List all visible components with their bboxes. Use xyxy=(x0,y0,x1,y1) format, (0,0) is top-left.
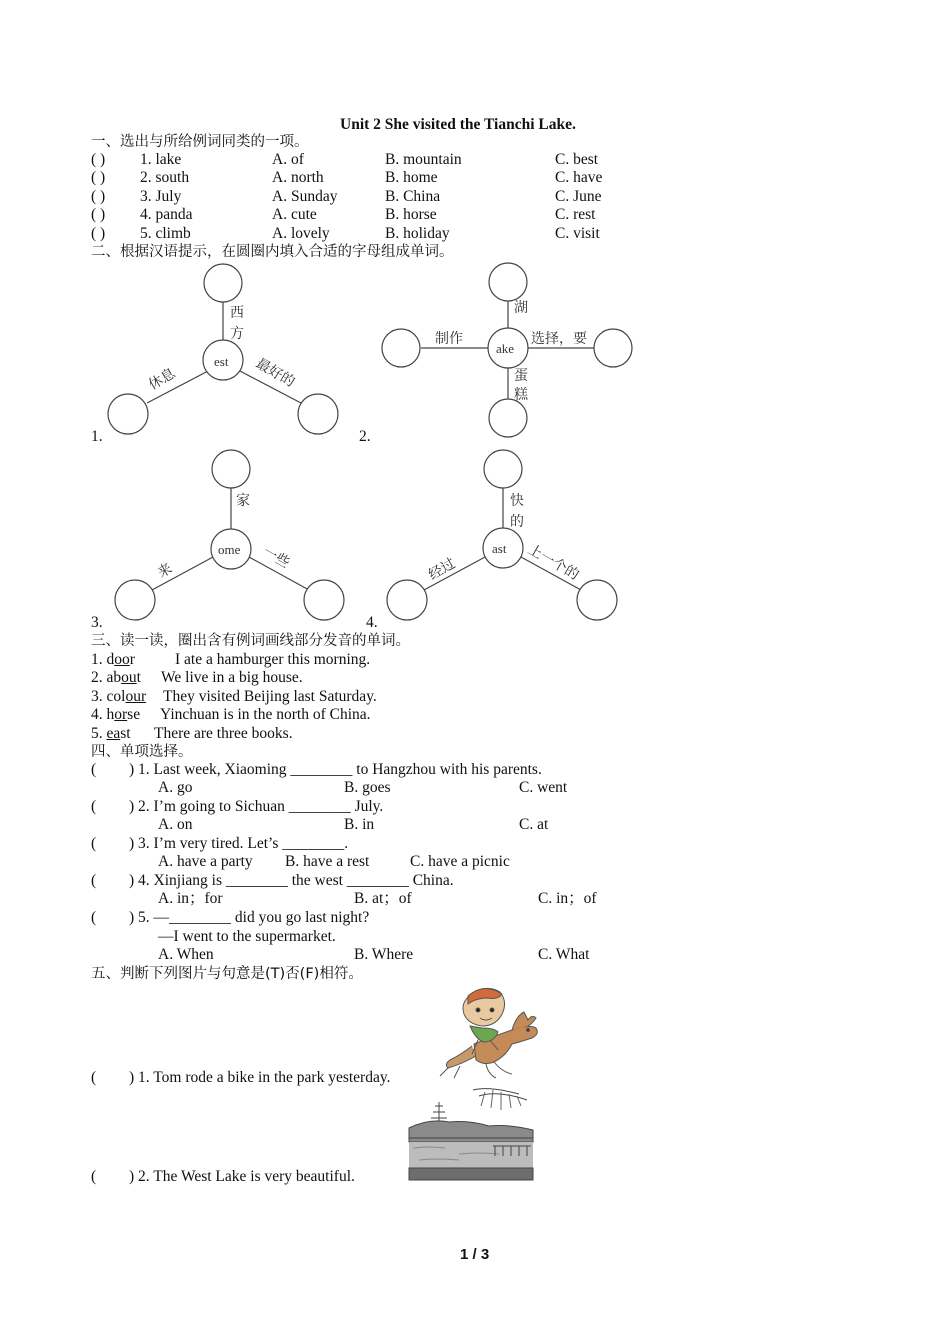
sentence: There are three books. xyxy=(154,725,293,742)
question-stem: ) 5. —________ did you go last night? xyxy=(129,909,370,926)
hint-label: 方 xyxy=(230,326,244,342)
option-b: B. China xyxy=(385,188,441,205)
question-stem: ) 2. I’m going to Sichuan ________ July. xyxy=(129,798,384,815)
option-c: C. went xyxy=(519,779,568,796)
question-stem: ) 1. Last week, Xiaoming ________ to Hangzhou with his parents. xyxy=(129,761,542,778)
west-lake-illustration xyxy=(409,1084,533,1180)
answer-paren: ( ) xyxy=(91,188,106,205)
hint-label: 糕 xyxy=(514,387,528,403)
sentence: Yinchuan is in the north of China. xyxy=(160,706,371,723)
hint-label: 蛋 xyxy=(514,368,528,384)
hint-label: 的 xyxy=(510,514,524,530)
example-word: 1. lake xyxy=(140,151,182,168)
answer-line: —I went to the supermarket. xyxy=(158,928,336,945)
option-a: A. lovely xyxy=(272,225,330,242)
option-c: C. have xyxy=(555,169,603,186)
question-stem: ) 3. I’m very tired. Let’s ________. xyxy=(129,835,349,852)
option-b: B. mountain xyxy=(385,151,462,168)
answer-paren: ( xyxy=(91,835,97,852)
question-stem: ) 4. Xinjiang is ________ the west ________ China. xyxy=(129,872,454,889)
option-c: C. at xyxy=(519,816,549,833)
example-word: 5. climb xyxy=(140,225,191,242)
answer-paren: ( ) xyxy=(91,169,106,186)
option-b: B. in xyxy=(344,816,375,833)
option-b: B. home xyxy=(385,169,438,186)
option-c: C. rest xyxy=(555,206,596,223)
option-b: B. horse xyxy=(385,206,437,223)
option-b: B. holiday xyxy=(385,225,450,242)
sentence: They visited Beijing last Saturday. xyxy=(163,688,377,705)
hint-label: 湖 xyxy=(514,300,528,316)
option-a: A. have a party xyxy=(158,853,253,870)
answer-paren: ( xyxy=(91,1069,97,1086)
sentence: We live in a big house. xyxy=(161,669,303,686)
option-c: C. June xyxy=(555,188,602,205)
section3-heading: 三、读一读，圈出含有例词画线部分发音的单词。 xyxy=(91,633,410,649)
option-b: B. goes xyxy=(344,779,391,796)
option-c: C. in；of xyxy=(538,890,597,907)
option-c: C. visit xyxy=(555,225,600,242)
center-letters: ome xyxy=(218,542,241,557)
blank-circle[interactable] xyxy=(387,580,427,620)
example-word: 3. colour xyxy=(91,688,147,705)
hint-label: 选择，要 xyxy=(531,331,587,347)
section4-heading: 四、单项选择。 xyxy=(91,744,193,760)
center-letters: ake xyxy=(496,341,515,356)
hint-label: 休息 xyxy=(146,365,179,394)
option-b: B. at；of xyxy=(354,890,412,907)
answer-paren: ( ) xyxy=(91,151,106,168)
section1-heading: 一、选出与所给例词同类的一项。 xyxy=(91,134,309,150)
page-title: Unit 2 She visited the Tianchi Lake. xyxy=(340,116,576,133)
answer-paren: ( xyxy=(91,1168,97,1185)
answer-paren: ( xyxy=(91,909,97,926)
diagram-number: 1. xyxy=(91,428,103,445)
answer-paren: ( xyxy=(91,798,97,815)
example-word: 1. door xyxy=(91,651,135,668)
option-c: C. best xyxy=(555,151,599,168)
hint-label: 快 xyxy=(510,493,524,509)
statement: ) 2. The West Lake is very beautiful. xyxy=(129,1168,355,1185)
option-c: C. have a picnic xyxy=(410,853,510,870)
hint-label: 制作 xyxy=(435,331,463,347)
section2-heading: 二、根据汉语提示，在圆圈内填入合适的字母组成单词。 xyxy=(91,244,454,260)
hint-label: 上一个的 xyxy=(525,541,582,584)
answer-paren: ( xyxy=(91,761,97,778)
example-word: 4. horse xyxy=(91,706,141,723)
option-a: A. go xyxy=(158,779,193,796)
center-letters: est xyxy=(214,354,229,369)
blank-circle[interactable] xyxy=(484,450,522,488)
example-word: 4. panda xyxy=(140,206,193,223)
sentence: I ate a hamburger this morning. xyxy=(175,651,371,668)
option-a: A. cute xyxy=(272,206,317,223)
option-a: A. north xyxy=(272,169,324,186)
statement: ) 1. Tom rode a bike in the park yesterday. xyxy=(129,1069,391,1086)
option-a: A. in；for xyxy=(158,890,223,907)
option-b: B. Where xyxy=(354,946,414,963)
option-c: C. What xyxy=(538,946,590,963)
section5-heading: 五、判断下列图片与句意是(T)否(F)相符。 xyxy=(91,966,363,982)
blank-circle[interactable] xyxy=(577,580,617,620)
answer-paren: ( xyxy=(91,872,97,889)
option-a: A. on xyxy=(158,816,193,833)
example-word: 5. east xyxy=(91,725,131,742)
option-b: B. have a rest xyxy=(285,853,370,870)
diagram-number: 2. xyxy=(359,428,371,445)
hint-label: 一些 xyxy=(260,543,293,572)
hint-label: 家 xyxy=(236,493,250,509)
option-a: A. Sunday xyxy=(272,188,338,205)
hint-label: 西 xyxy=(230,305,244,321)
answer-paren: ( ) xyxy=(91,225,106,242)
example-word: 2. about xyxy=(91,669,141,686)
center-letters: ast xyxy=(492,541,507,556)
horse-rider-illustration xyxy=(432,984,544,1080)
hint-label: 经过 xyxy=(426,555,459,584)
answer-paren: ( ) xyxy=(91,206,106,223)
hint-label: 来 xyxy=(155,560,176,582)
hint-label: 最好的 xyxy=(253,355,298,391)
example-word: 3. July xyxy=(140,188,182,205)
option-a: A. When xyxy=(158,946,214,963)
page-number: 1 / 3 xyxy=(460,1246,490,1263)
example-word: 2. south xyxy=(140,169,190,186)
option-a: A. of xyxy=(272,151,304,168)
diagram-number: 4. xyxy=(366,614,378,631)
diagram-number: 3. xyxy=(91,614,103,631)
